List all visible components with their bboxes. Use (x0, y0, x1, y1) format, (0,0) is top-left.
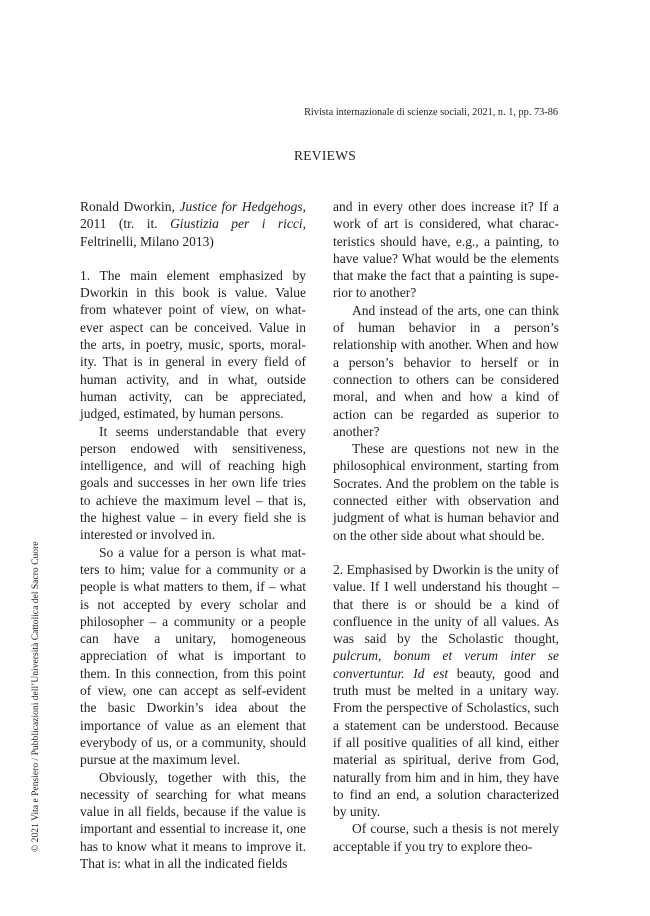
paragraph: And instead of the arts, one can think of human behavior in a person’s relationship with another. When and how a person’s behavior to herself or in connection to others can be considered moral, and when and how a kind of action can be regarded as superior to another? (333, 302, 559, 439)
citation-title: Justice for Hedgehogs (179, 199, 303, 214)
latin-quote: pulcrum, bonum et verum inter se convertuntur. Id est (333, 648, 559, 681)
citation-mid: , 2011 (tr. it. (80, 199, 306, 232)
book-citation (80, 198, 306, 250)
left-column (80, 198, 306, 872)
citation-author: Ronald Dworkin, (80, 199, 180, 214)
paragraph: So a value for a person is what matters to him; value for a community or a people is what matters to them, if – what is not accepted by every scholar and philosopher – a community or a people can have a unitary, homogeneous appreciation of what is important to them. In this connection, from this point of view, one can accept as self-evident the basic Dworkin’s idea about the importance of value as an element that everybody of us, or a community, should pursue at the maximum level. (80, 544, 306, 768)
paragraph: Of course, such a thesis is not merely acceptable if you try to explore theo- (333, 821, 559, 854)
section2-text-cont: beauty, good and truth must be melted in a unitary way. From the perspective of Scholastics, such a statement can be understood. Because if all positive qualities of all kind, either material as spiritual, derive from God, naturally from him and in him, they have to find an end, a solution characterized by unity. (333, 665, 559, 820)
paragraph: These are questions not new in the philosophical environment, starting from Socrates. And the problem on the table is connected either with observation and judgment of what is human behavior and on the other side about what should be. (333, 441, 559, 543)
citation-italian-title: Giustizia per i ricci (170, 216, 303, 232)
paragraph (333, 561, 559, 820)
paragraph: and in every other does increase it? If a work of art is considered, what characteristics should have, e.g., a painting, to have value? What would be the elements that make the fact that a painting is superior to another? (333, 199, 559, 301)
section2-text: 2. Emphasised by Dworkin is the unity of value. If I well understand his thought – that there is or should be a kind of confluence in the unity of all values. As was said by the Scholastic thought, (333, 561, 559, 647)
running-head: Rivista internazionale di scienze sociali, 2021, n. 1, pp. 73-86 (304, 107, 558, 118)
paragraph: It seems understandable that every person endowed with sensitiveness, intelligence, and will of reaching high goals and successes in her own life tries to achieve the maximum level – that is, the highest value – in every field she is interested or involved in. (80, 423, 306, 543)
section-title: REVIEWS (293, 148, 357, 163)
right-column (333, 198, 559, 855)
paragraph: Obviously, together with this, the necessity of searching for what means value in all fields, because if the value is important and essential to increase it, one has to know what it means to improve it. That is: what in all the indicated fields (80, 769, 306, 871)
copyright-note: © 2021 Vita e Pensiero / Pubblicazioni dell’Università Cattolica del Sacro Cuore (30, 541, 41, 852)
paragraph: 1. The main element emphasized by Dworkin in this book is value. Value from whatever point of view, on whatever aspect can be conceived. Value in the arts, in poetry, music, sports, morality. That is in general in every field of human activity, and in what, outside human activity, can be appreciated, judged, estimated, by human persons. (80, 267, 306, 422)
citation-tail: , Feltrinelli, Milano 2013) (80, 216, 306, 249)
